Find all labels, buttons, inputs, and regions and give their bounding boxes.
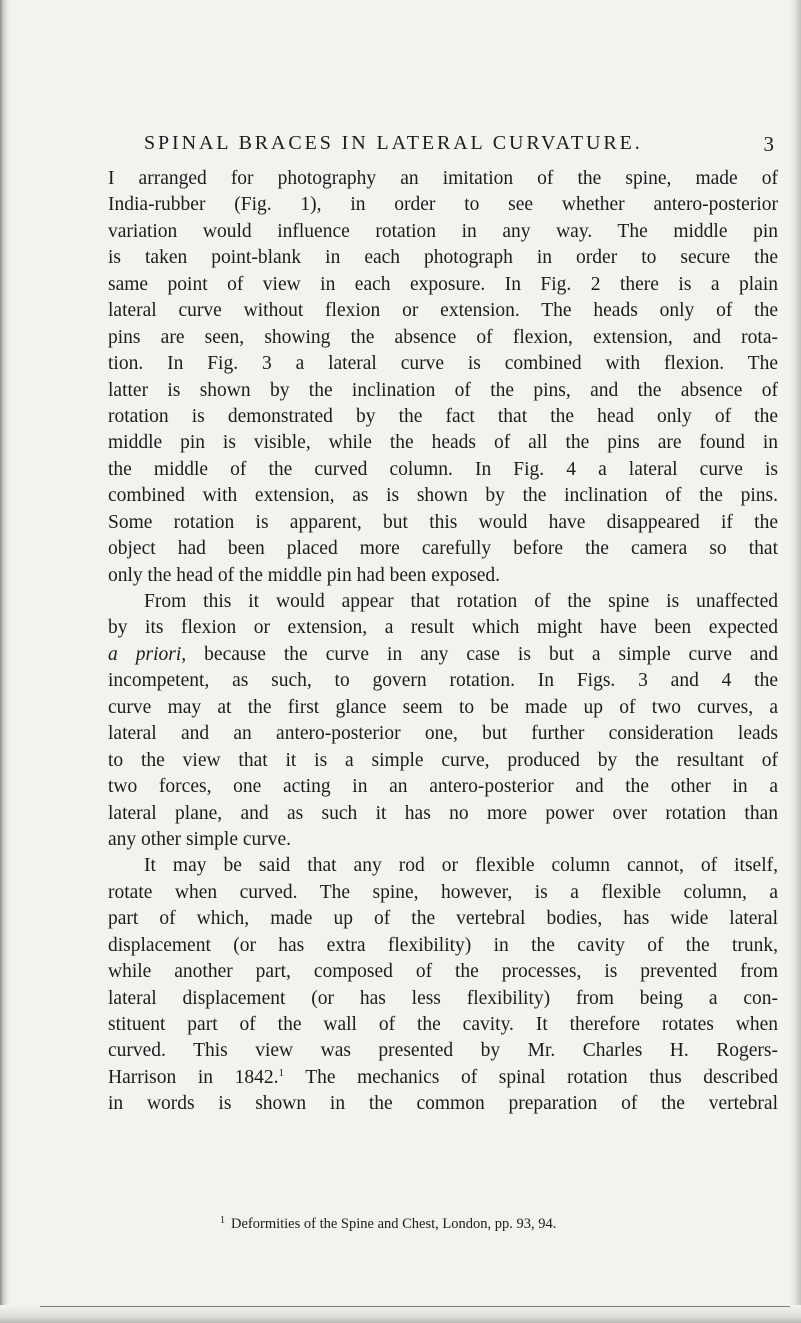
text-line: variation would influence rotation in any way. The middle pin — [108, 220, 778, 242]
text-line: India-rubber (Fig. 1), in order to see whether antero-posterior — [108, 194, 778, 216]
text-line: From this it would appear that rotation of the spine is unaffected — [144, 591, 778, 612]
text-line: tion. In Fig. 3 a lateral curve is combined with flexion. The — [108, 353, 778, 375]
text-line: is taken point-blank in each photograph in order to secure the — [108, 247, 778, 269]
footnote-reference: 1 — [278, 1066, 284, 1079]
text-line: I arranged for photography an imitation of the spine, made of — [108, 168, 778, 189]
text-line: lateral displacement (or has less flexibility) from being a con- — [108, 987, 778, 1009]
text-line: displacement (or has extra flexibility) in the cavity of the trunk, — [108, 934, 778, 956]
text-line: rotation is demonstrated by the fact that the head only of the — [108, 405, 778, 427]
text-line: Some rotation is apparent, but this would have disappeared if the — [108, 511, 778, 533]
text-line: object had been placed more carefully before the camera so that — [108, 538, 778, 560]
page-edge-bottom — [0, 1305, 801, 1323]
text-line: two forces, one acting in an antero-posterior and the other in a — [108, 776, 778, 798]
text-line: in words is shown in the common preparation of the vertebral — [108, 1093, 778, 1115]
text-line: same point of view in each exposure. In Fig. 2 there is a plain — [108, 273, 778, 295]
text-line: incompetent, as such, to govern rotation. In Figs. 3 and 4 the — [108, 670, 778, 692]
body-text — [108, 166, 778, 1118]
text-line: lateral plane, and as such it has no more power over rotation than — [108, 802, 778, 824]
text-line: combined with extension, as is shown by the inclination of the pins. — [108, 485, 778, 507]
text-line: lateral and an antero-posterior one, but further consideration leads — [108, 723, 778, 745]
text-line-with-footnote-ref — [108, 1065, 778, 1091]
text-line: the middle of the curved column. In Fig. 4 a lateral curve is — [108, 458, 778, 480]
text-line: curved. This view was presented by Mr. Charles H. Rogers- — [108, 1040, 778, 1062]
page-edge-left — [0, 0, 10, 1323]
text-line: middle pin is visible, while the heads of all the pins are found in — [108, 432, 778, 454]
text-line: pins are seen, showing the absence of flexion, extension, and rota- — [108, 326, 778, 348]
footnote — [220, 1216, 556, 1233]
italic-phrase: a priori, — [108, 643, 187, 665]
text-line-with-italic — [108, 642, 778, 668]
text-line: any other simple curve. — [108, 828, 292, 850]
text-line: lateral curve without flexion or extension. The heads only of the — [108, 300, 778, 322]
page-edge-right — [789, 0, 801, 1323]
text-line: curve may at the first glance seem to be made up of two curves, a — [108, 696, 778, 718]
text-line: stituent part of the wall of the cavity. It therefore rotates when — [108, 1014, 778, 1035]
page-bottom-rule — [40, 1306, 790, 1307]
text-line: part of which, made up of the vertebral bodies, has wide lateral — [108, 908, 778, 930]
text-line: while another part, composed of the processes, is prevented from — [108, 961, 778, 983]
running-head — [144, 132, 774, 158]
text-line: latter is shown by the inclination of the pins, and the absence of — [108, 379, 778, 401]
footnote-text: Deformities of the Spine and Chest, London, pp. 93, 94. — [231, 1216, 557, 1232]
text-line: by its flexion or extension, a result which might have been expected — [108, 617, 778, 639]
footnote-marker: 1 — [220, 1215, 225, 1226]
text-line: to the view that it is a simple curve, produced by the resultant of — [108, 749, 778, 771]
text-line-end: The mechanics of spinal rotation thus described — [305, 1066, 778, 1088]
page-number: 3 — [763, 132, 774, 156]
text-line-start: Harrison in 1842. — [108, 1066, 279, 1088]
text-line-rest: because the curve in any case is but a simple curve and — [204, 643, 779, 665]
running-head-title: SPINAL BRACES IN LATERAL CURVATURE. — [144, 132, 643, 154]
text-line: rotate when curved. The spine, however, is a flexible column, a — [108, 881, 778, 903]
text-line: It may be said that any rod or flexible column cannot, of itself, — [144, 855, 778, 877]
text-line: only the head of the middle pin had been exposed. — [108, 564, 501, 586]
